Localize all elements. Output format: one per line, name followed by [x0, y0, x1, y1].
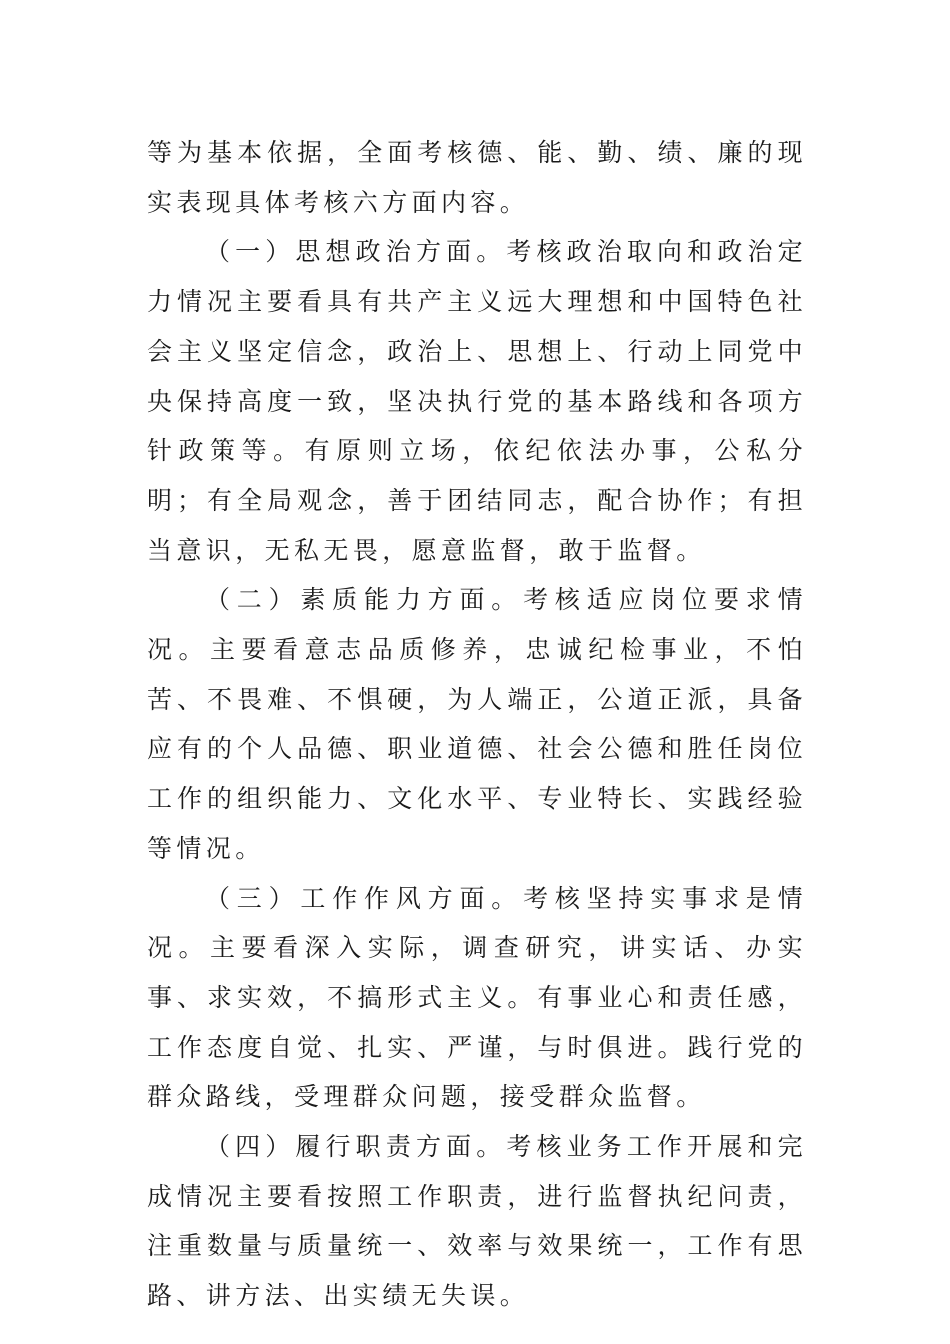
paragraph-duty-performance: （四）履行职责方面。考核业务工作开展和完成情况主要看按照工作职责，进行监督执纪问责，注重数量与质量统一、效率与效果统一，工作有思路、讲方法、出实绩无失误。: [147, 1132, 807, 1311]
paragraph-quality-ability: （二）素质能力方面。考核适应岗位要求情况。主要看意志品质修养，忠诚纪检事业，不怕苦、不畏难、不惧硬，为人端正，公道正派，具备应有的个人品德、职业道德、社会公德和胜任岗位工作的组织能力、文化水平、专业特长、实践经验等情况。: [147, 585, 807, 863]
paragraph-work-style: （三）工作作风方面。考核坚持实事求是情况。主要看深入实际，调查研究，讲实话、办实事、求实效，不搞形式主义。有事业心和责任感，工作态度自觉、扎实、严谨，与时俱进。践行党的群众路线，受理群众问题，接受群众监督。: [147, 883, 807, 1112]
paragraph-intro: 等为基本依据，全面考核德、能、勤、绩、廉的现实表现具体考核六方面内容。: [147, 138, 807, 217]
paragraph-ideology-politics: （一）思想政治方面。考核政治取向和政治定力情况主要看具有共产主义远大理想和中国特色社会主义坚定信念，政治上、思想上、行动上同党中央保持高度一致，坚决执行党的基本路线和各项方针政策等。有原则立场，依纪依法办事，公私分明；有全局观念，善于团结同志，配合协作；有担当意识，无私无畏，愿意监督，敢于监督。: [147, 237, 807, 565]
document-body: [147, 128, 807, 1321]
